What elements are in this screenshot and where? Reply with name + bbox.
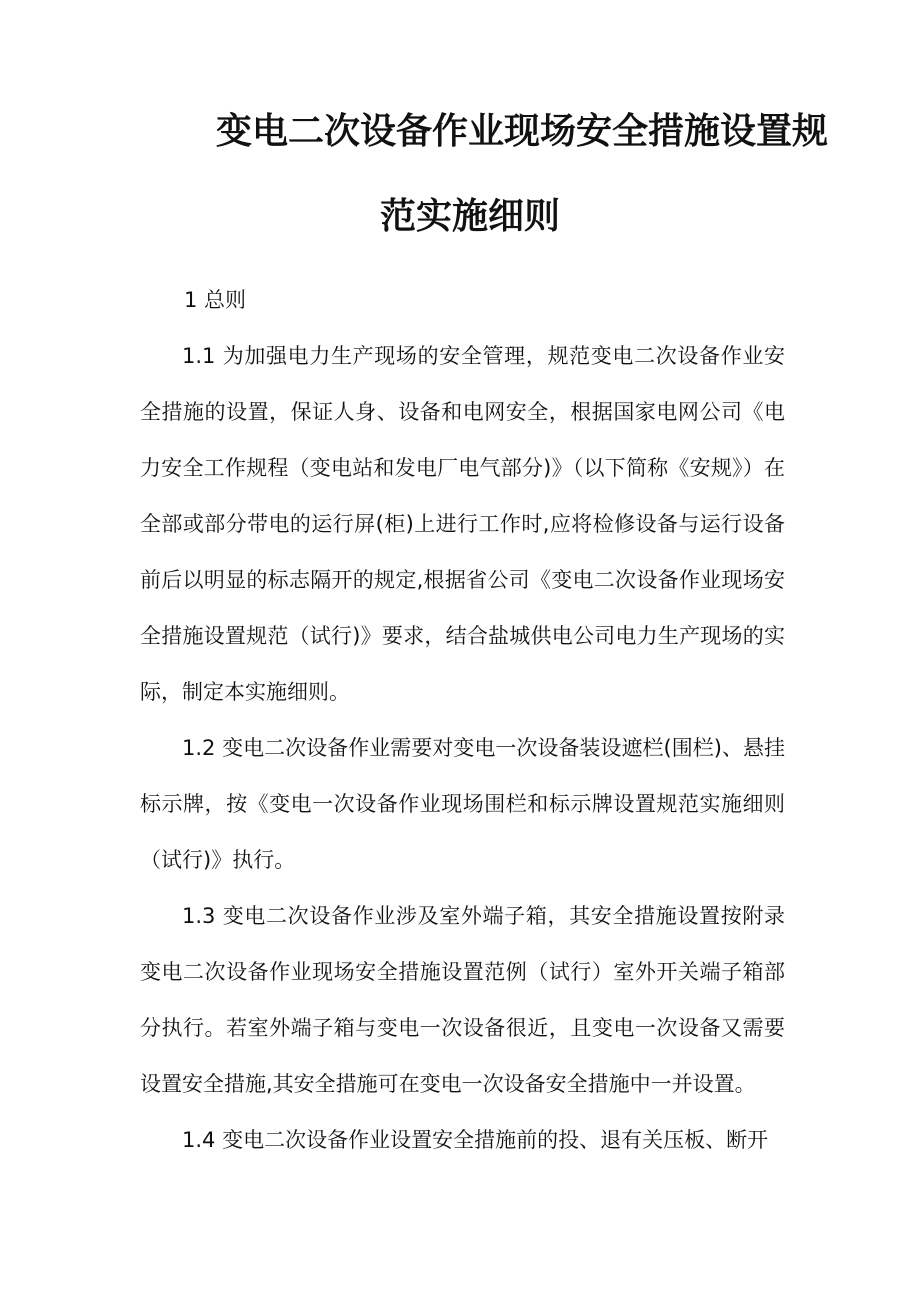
document-body (140, 272, 785, 1168)
paragraph-1-3: 1.3 变电二次设备作业涉及室外端子箱，其安全措施设置按附录变电二次设备作业现场安全措施设置范例（试行）室外开关端子箱部分执行。若室外端子箱与变电一次设备很近，且变电一次设备又需要设置安全措施,其安全措施可在变电一次设备安全措施中一并设置。 (140, 904, 785, 1096)
document-title-line-2: 范实施细则 (380, 196, 561, 237)
paragraph-1-2: 1.2 变电二次设备作业需要对变电一次设备装设遮栏(围栏)、悬挂标示牌，按《变电一次设备作业现场围栏和标示牌设置规范实施细则（试行)》执行。 (140, 736, 785, 872)
paragraph-1-4: 1.4 变电二次设备作业设置安全措施前的投、退有关压板、断开 (182, 1128, 769, 1152)
document-title-line-1: 变电二次设备作业现场安全措施设置规 (216, 111, 829, 152)
paragraph-1-1: 1.1 为加强电力生产现场的安全管理，规范变电二次设备作业安全措施的设置，保证人身、设备和电网安全，根据国家电网公司《电力安全工作规程（变电站和发电厂电气部分)》（以下简称《安规》）在全部或部分带电的运行屏(柜)上进行工作时,应将检修设备与运行设备前后以明显的标志隔开的规定,根据省公司《变电二次设备作业现场安全措施设置规范（试行)》要求，结合盐城供电公司电力生产现场的实际，制定本实施细则。 (140, 344, 785, 704)
section-heading-general: 1 总则 (184, 288, 247, 312)
